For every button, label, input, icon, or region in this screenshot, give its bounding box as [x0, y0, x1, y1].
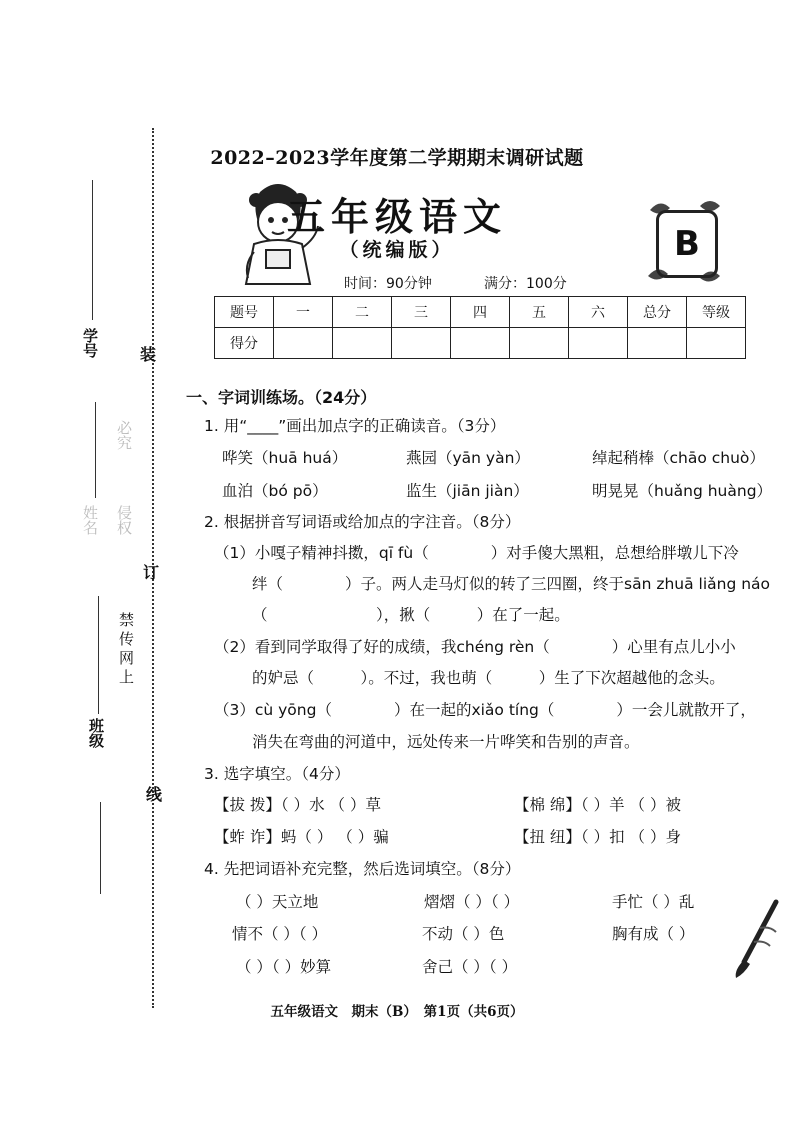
q3-line: 【拔 拨】（ ）水 （ ）草 [214, 796, 381, 814]
brush-pen-icon [730, 898, 782, 980]
page-footer: 五年级语文 期末（B） 第1页（共6页） [270, 1004, 524, 1020]
margin-zhuang: 装 [140, 345, 157, 364]
margin-xian: 线 [146, 785, 163, 804]
q1-item: 监生（jiān jiàn） [406, 482, 529, 500]
q4-item: 手忙（ ）乱 [612, 893, 695, 911]
q4-title: 4. 先把词语补充完整，然后选词填空。（8分） [204, 860, 521, 878]
q2-line: （1）小嘎子精神抖擞，qī fù（ ）对手傻大黑粗，总想给胖墩儿下冷 [214, 544, 739, 562]
score-header-cell: 等级 [687, 297, 746, 328]
margin-faint-2: 必究 [115, 420, 133, 450]
q1-item: 明晃晃（huǎng huàng） [592, 482, 773, 500]
score-input-cell[interactable] [569, 328, 628, 359]
q2-line: 的妒忌（ ）。不过，我也萌（ ）生了下次超越他的念头。 [252, 669, 725, 687]
score-input-cell[interactable] [451, 328, 510, 359]
q1-item: 哗笑（huā huá） [222, 449, 348, 467]
q1-item: 绰起稍棒（chāo chuò） [592, 449, 765, 467]
margin-lower-line [100, 802, 101, 894]
exam-title: 2022–2023学年度第二学期期末调研试题 [210, 147, 584, 169]
q4-item: 舍己（ ）（ ） [422, 958, 518, 976]
q3-line: 【棉 绵】（ ）羊 （ ）被 [514, 796, 681, 814]
score-input-cell[interactable] [628, 328, 687, 359]
exam-full-score: 满分：100分 [484, 276, 567, 292]
score-header-cell: 四 [451, 297, 510, 328]
score-header-cell: 六 [569, 297, 628, 328]
q1-item: 燕园（yān yàn） [406, 449, 530, 467]
margin-ding: 订 [143, 563, 160, 582]
score-table-header-row [215, 297, 746, 328]
score-input-cell[interactable] [510, 328, 569, 359]
margin-xuehao-label: 学号 [81, 328, 99, 358]
q2-line: （ ），揪（ ）在了一起。 [252, 606, 570, 624]
score-header-cell: 题号 [215, 297, 274, 328]
q3-title: 3. 选字填空。（4分） [204, 765, 350, 783]
score-table [214, 296, 746, 359]
score-header-cell: 五 [510, 297, 569, 328]
q4-item: 不动（ ）色 [422, 925, 505, 943]
sub-title: （统编版） [339, 239, 455, 261]
q1-item: 血泊（bó pō） [222, 482, 328, 500]
q4-item: 情不（ ）（ ） [232, 925, 328, 943]
q2-line: 消失在弯曲的河道中，远处传来一片哗笑和告别的声音。 [252, 733, 640, 751]
score-header-cell: 二 [333, 297, 392, 328]
q4-item: （ ）（ ）妙算 [236, 958, 332, 976]
q4-item: 熠熠（ ）（ ） [424, 893, 520, 911]
margin-xingming-label: 姓名 [81, 505, 99, 535]
score-header-cell: 三 [392, 297, 451, 328]
score-header-cell: 总分 [628, 297, 687, 328]
q4-item: 胸有成（ ） [612, 925, 695, 943]
banji-line[interactable] [98, 596, 99, 714]
score-row-label: 得分 [215, 328, 274, 359]
score-input-cell[interactable] [687, 328, 746, 359]
margin-banji-label: 班级 [87, 718, 105, 748]
score-input-cell[interactable] [333, 328, 392, 359]
score-input-cell[interactable] [274, 328, 333, 359]
q2-title: 2. 根据拼音写词语或给加点的字注音。（8分） [204, 513, 521, 531]
q3-line: 【蚱 诈】蚂（ ） （ ）骗 [214, 828, 389, 846]
score-input-cell[interactable] [392, 328, 451, 359]
q4-item: （ ）天立地 [236, 893, 319, 911]
margin-warning: 禁传网上 [117, 612, 135, 688]
version-badge: B [656, 210, 718, 278]
q3-line: 【扭 纽】（ ）扣 （ ）身 [514, 828, 681, 846]
q2-line: （2）看到同学取得了好的成绩，我chéng rèn（ ）心里有点儿小小 [214, 638, 736, 656]
main-title: 五年级语文 [286, 195, 507, 239]
q2-line: （3）cù yōng（ ）在一起的xiǎo tíng（ ）一会儿就散开了， [214, 701, 756, 719]
xingming-line[interactable] [95, 402, 96, 498]
exam-time: 时间：90分钟 [344, 276, 432, 292]
score-header-cell: 一 [274, 297, 333, 328]
section-1-title: 一、字词训练场。（24分） [186, 388, 377, 407]
q1-title: 1. 用“____”画出加点字的正确读音。（3分） [204, 417, 506, 435]
score-table-score-row [215, 328, 746, 359]
q2-line: 绊（ ）子。两人走马灯似的转了三四圈，终于sān zhuā liǎng náo [252, 575, 771, 593]
margin-faint-1: 侵权 [115, 505, 133, 535]
